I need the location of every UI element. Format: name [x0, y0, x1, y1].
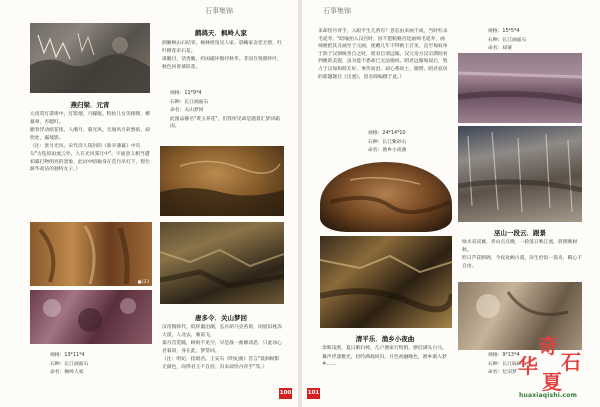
stone-photo-brown: [30, 222, 152, 286]
caption-type: 石种：长江画面石: [488, 37, 527, 43]
caption-name: 命名：却蒙: [488, 46, 512, 52]
poem-body-guanshan: [162, 324, 282, 373]
stone-texture: [30, 23, 150, 93]
caption-name: 命名：渔乡小夜曲: [368, 148, 407, 154]
caption-type: 石种：长江画面石: [50, 361, 89, 367]
poem-body-mujing: [462, 239, 582, 271]
caption-name: 命名：忆旧梦: [488, 370, 517, 376]
stone-texture: [160, 146, 284, 216]
stone-photo-quemeng-1: [458, 53, 582, 123]
poem-title-yuxiang: 清平乐．渔乡小夜曲: [355, 335, 415, 343]
poem-text: 瞻春浮动暗花浓，人潮月，暮光风。无端风月转愁浓，却吹处，漏坡影。: [30, 128, 150, 141]
poem-title-fengling: 鹧鸪天．枫岭人家: [195, 29, 247, 37]
page-number-right: 101: [307, 388, 320, 399]
caption-size: 规格：9*13*4: [488, 353, 520, 358]
right-running-header: 石事集锦: [323, 7, 351, 15]
caption-size: 规格：11*9*4: [170, 91, 202, 96]
stone-texture: [30, 222, 152, 286]
poem-text: 绿水双双翼，青山点点晚，一轮落日映江流，斜照晚树秋。: [462, 240, 578, 253]
book-spine: [298, 0, 302, 407]
poem-title-yuanxiao: 燕归梁．元宵: [70, 101, 110, 109]
poem-body-fengling: [162, 40, 282, 72]
stone-texture: [458, 126, 582, 222]
caption-size: 规格：15*5*4: [488, 29, 520, 34]
photo-number-tag: ■123: [137, 279, 149, 284]
stone-photo-yijiumeng: [458, 282, 582, 350]
caption-quemeng: [488, 28, 578, 54]
stone-texture: [320, 236, 452, 328]
caption-maple: [50, 352, 150, 378]
stone-texture: [458, 53, 582, 123]
stone-photo-maple: [30, 290, 152, 344]
poem-text: 秦月首觅瞳，顾盼不见空，早是战一曲靡鸿恩，只此冰心君暮同，身在此，梦常回。: [162, 341, 282, 354]
caption-size: 规格：13*11*4: [50, 353, 85, 358]
poem-text: 余晖浅照，夏日眠归棹，几户渔家行牧悄，摆挂满头白马。: [322, 346, 447, 351]
poem-note: （注：景月光风、宋代诗人钱封的《新幸薄幕》中有句"古毡惊雨流云外，人在光风霁月中"。宇面意义相当遭初霖打物明亮的景象，此词中暗喻身在荒丹早灯下，想仕踌华高洁的独特女子。）: [30, 144, 150, 173]
caption-yuxiang: [368, 130, 458, 156]
caption-type: 石种：长江砾砂石: [488, 361, 527, 367]
caption-note: 此图品静名"黄玉养花"，但我所见却是题着汇梦回霜雨。: [170, 116, 280, 130]
poem-note-continued: [318, 28, 448, 82]
logo-glyph: 奇: [538, 334, 558, 358]
logo-glyph: 夏: [542, 370, 562, 394]
poem-note: 来却怪丹青手，入眼平生几曾有？意态由来画不成，当时枉杀毛延寿。"暗喻拍入汉宫时，因不愿贿赂宫廷画师毛延寿，画师便把其丑画至于元画，使她几年不得被王召见，直至匈奴单于款于汉朝统善自之时，昭君自请远嫁。汉元帝方汉宗期间看到她的美貌，虽为能不悉却已无法挽回。昭君远嫁匈奴后，致力于汉匈和睦友好，事传而泪，却心系故土。随赞，昭君寂居的那题题目《出塞》，留舍简编摄于此。）: [318, 29, 448, 80]
logo-glyph: 华: [518, 354, 538, 378]
poem-text: 汉帝毁韩代，低样噩泪潮，弘兵胡马克苔斑，闺眉旧枕冻大漠，人北去，雁南飞。: [162, 325, 282, 338]
stone-texture: [30, 290, 152, 344]
caption-size: 规格：24*14*10: [368, 131, 406, 136]
poem-title-mujing: 巫山一段云．跟景: [494, 229, 546, 237]
poem-text: 谋瞻目，话贵瞻，约闲磁坏撸抒秋华。非因存筑偶怀叶，秋色何曾慕陪花。: [162, 57, 282, 70]
poem-body-yuanxiao: [30, 111, 152, 175]
stone-photo-yuxiang-2: [320, 236, 452, 328]
stone-texture: [160, 222, 284, 304]
logo-url: huaxiaqishi.com: [519, 392, 578, 399]
caption-name: 命名：关山梦回: [170, 108, 204, 114]
poem-text: 昨日芦花断调，今夜攻额古漠，泽生恰似一孤舟，羁心不自由。: [462, 256, 582, 269]
poem-text: 涧腋枫山石结邻，枫林摇曳见人家。晨曦家舍恁无愁，红叶撩花牵石花。: [162, 41, 282, 54]
stone-texture: [458, 282, 582, 350]
page-number-left: 100: [279, 388, 292, 399]
caption-guanshan: [170, 90, 282, 132]
caption-name: 命名：枫岭人家: [50, 370, 84, 376]
poem-title-guanshan: 唐多令．关山梦回: [195, 314, 247, 322]
caption-type: 石种：长江紫砂石: [368, 139, 407, 145]
poem-text: 篝声浮漾雅光，轻吟满载同归。月色初融晚色，渔乡渐入梦乡……: [322, 354, 447, 368]
poem-note: （注：明妃、指昭君。王安石《明妃曲》首言"低佪顾影无颜色，尚得君王不自持。归来却怪丹青手"等。）: [162, 357, 280, 370]
poem-body-yuxiang: [322, 345, 452, 370]
stone-photo-guanshan-2: [160, 222, 284, 304]
poem-text: 元夜赏灯游街中，灯影烟，月朦胧。粉妆儿女笑相拥，柳暴翠，杏腮红。: [30, 112, 150, 125]
caption-type: 石种：长江画面石: [170, 99, 209, 105]
stone-photo-yuanxiao: [30, 23, 150, 93]
stone-photo-guanshan-1: [160, 146, 284, 216]
stone-photo-quemeng-2: [458, 126, 582, 222]
logo-glyph: 石: [561, 350, 581, 374]
left-running-header: 石事集锦: [205, 7, 233, 15]
